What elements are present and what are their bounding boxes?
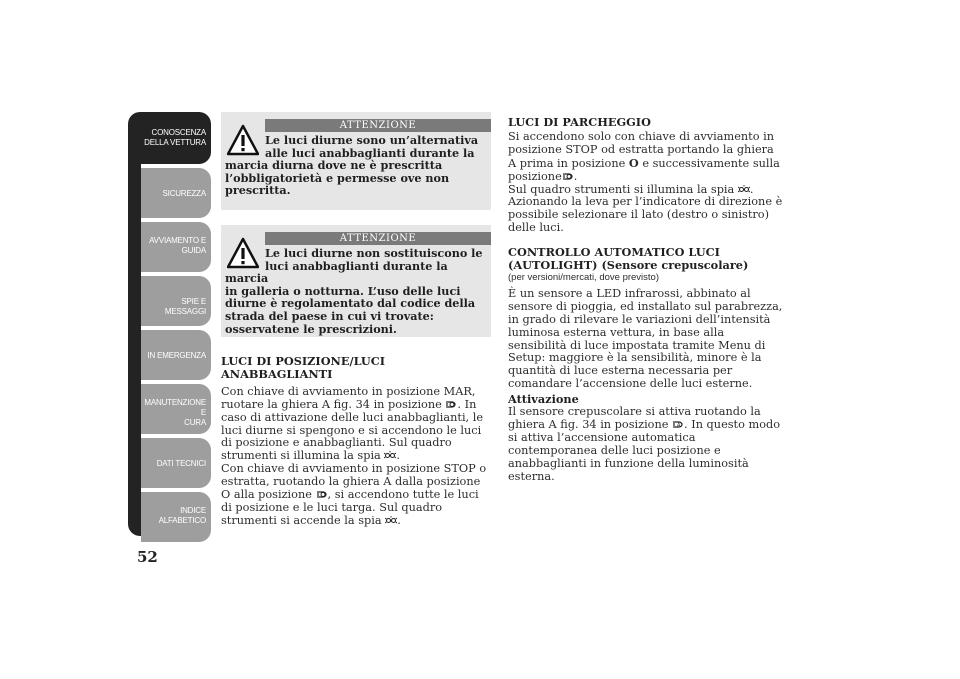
sidebar-item-spie[interactable] [141,276,211,326]
paragraph: Il sensore crepuscolare si attiva ruotando la ghiera A fig. 34 in posizione A . In questo modo si attiva l’accensione automatica contemporanea delle luci posizione e anabbaglianti in funzione della luminosità esterna. [508,405,781,483]
warning-title: ATTENZIONE [265,232,491,245]
sidebar-item-emergenza[interactable] [141,330,211,380]
warning-title: ATTENZIONE [265,119,491,132]
warning-box [221,225,491,337]
sidebar-item-dati-tecnici[interactable] [141,438,211,488]
right-column [508,116,783,483]
sidebar-spine [128,112,141,536]
paragraph: Si accendono solo con chiave di avviamento in posizione STOP od estratta portando la ghiera A prima in posizione O e successivamente sulla posizione . [508,129,780,183]
sidebar-item-sicurezza[interactable] [141,168,211,218]
availability-note: (per versioni/mercati, dove previsto) [508,271,659,283]
sidebar-item-label: GUIDA [181,246,206,255]
sidebar-item-label: INDICE [180,506,206,515]
sidebar-item-conoscenza[interactable] [141,112,211,164]
sidebar-item-indice[interactable] [141,492,211,542]
sidebar-item-label: CONOSCENZA [151,128,206,137]
section-heading: CONTROLLO AUTOMATICO LUCI [508,245,720,260]
subheading: Attivazione [508,392,579,407]
warning-text: Le luci diurne non sostituiscono le luci anabbaglianti durante la marcia in galleria o notturna. L’uso delle luci diurne è regolamentato dal codice della strada del paese in cui vi trovate: osservatene le prescrizioni. [225,246,483,336]
section-heading: (AUTOLIGHT) (Sensore crepuscolare) [508,258,749,273]
position-lights-icon [316,490,328,499]
sidelights-warning-icon [738,185,750,194]
sidebar-item-label: DELLA VETTURA [144,138,206,147]
svg-text:A: A [677,422,681,429]
warning-text: Le luci diurne sono un’alternativa alle luci anabbaglianti durante la marcia diurna dove ne è prescritta l’obbligatorietà e permesse ove non prescritta. [225,133,479,198]
sidebar-item-avviamento[interactable] [141,222,211,272]
warning-box [221,112,491,210]
position-lights-icon [562,172,574,181]
page-number: 52 [137,548,158,566]
paragraph: È un sensore a LED infrarossi, abbinato al sensore di pioggia, ed installato sul parabrezza, in grado di rilevare le variazioni dell’intensità luminosa esterna vettura, in base alla sensibilità di luce impostata tramite Menu di Setup: maggiore è la sensibilità, minore è la quantità di luce esterna necessaria per comandare l’accensione delle luci esterne. [508,286,783,391]
section-heading: LUCI DI PARCHEGGIO [508,115,651,129]
paragraph: Con chiave di avviamento in posizione MAR, ruotare la ghiera A fig. 34 in posizione . In caso di attivazione delle luci anabbaglianti, le luci diurne si spengono e si accendono le luci di posizione e anabbaglianti. Sul quadro strumenti si illumina la spia . [221,384,484,463]
position-lights-icon [445,400,457,409]
sidelights-warning-icon [384,451,396,460]
section-heading: LUCI DI POSIZIONE/LUCI ANABBAGLIANTI [221,354,386,381]
sidebar-item-label: MANUTENZIONE E [144,398,206,417]
sidebar-item-manutenzione[interactable] [141,384,211,434]
sidebar-item-label: AVVIAMENTO E [149,236,206,245]
paragraph: Sul quadro strumenti si illumina la spia . Azionando la leva per l’indicatore di direzione è possibile selezionare il lato (destro o sinistro) delle luci. [508,182,783,235]
sidelights-warning-icon [385,516,397,525]
left-column [221,355,493,528]
sidebar-item-label: ALFABETICO [158,516,206,525]
paragraph: Con chiave di avviamento in posizione STOP o estratta, ruotando la ghiera A dalla posizione O alla posizione , si accendono tutte le luci di posizione e le luci targa. Sul quadro strumenti si accende la spia . [221,462,487,527]
sidebar-item-label: SPIE E MESSAGGI [164,297,206,316]
sidebar-item-label: DATI TECNICI [156,459,206,468]
sidebar-item-label: CURA [184,418,206,427]
sidebar-item-label: SICUREZZA [162,189,206,198]
sidebar-item-label: IN EMERGENZA [147,351,206,360]
auto-lights-icon [672,420,684,429]
